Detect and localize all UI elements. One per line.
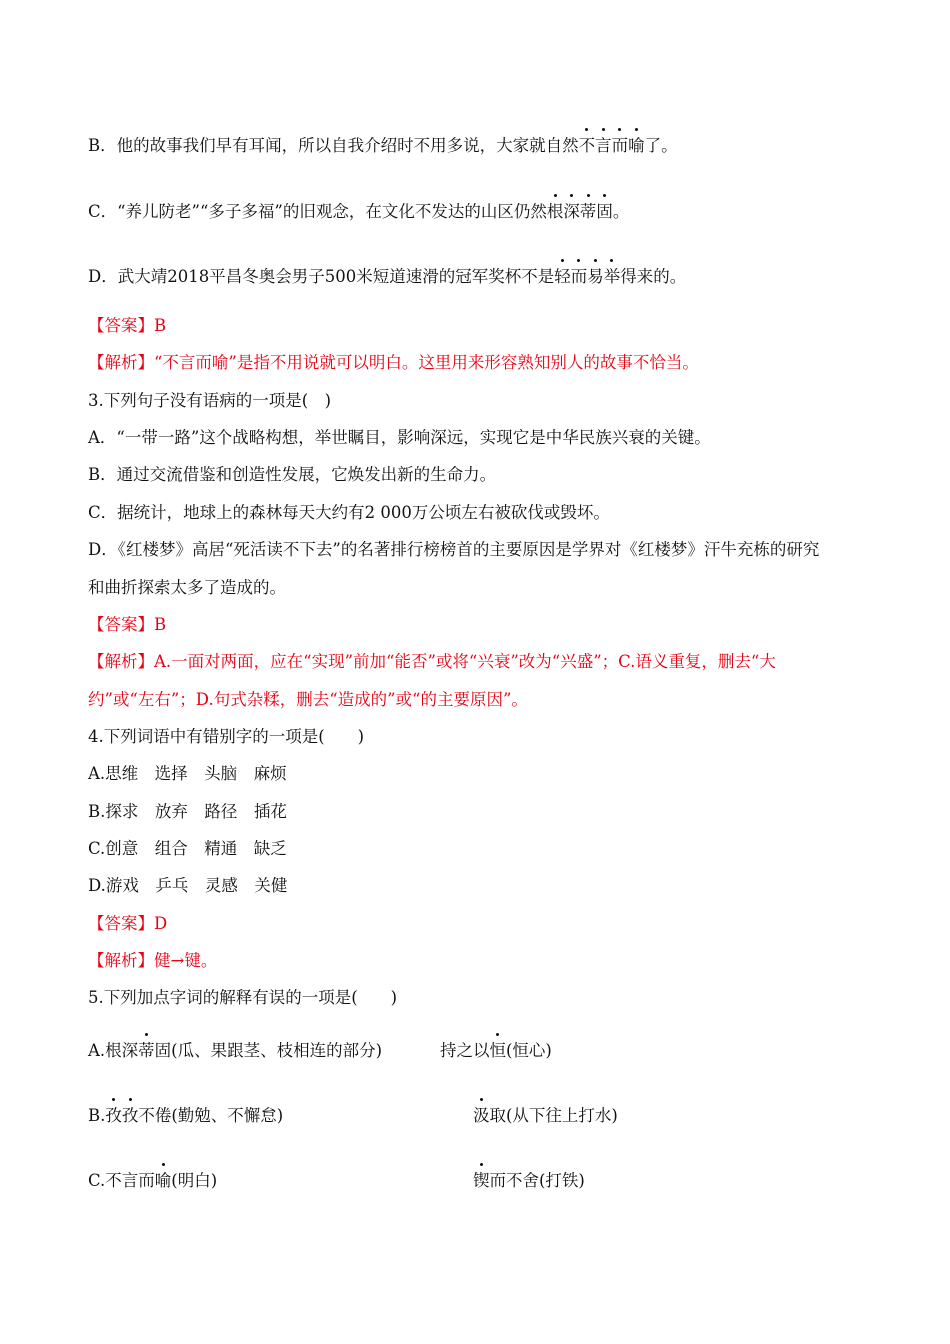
q3-option-c: C．据统计，地球上的森林每天大约有2 000万公顷左右被砍伐或毁坏。 xyxy=(88,503,610,522)
q4-option-d: D.游戏 乒乓 灵感 关健 xyxy=(88,876,288,895)
q4-option-c: C.创意 组合 精通 缺乏 xyxy=(88,839,287,858)
q3-option-d-line1: D．《红楼梦》高居“死活读不下去”的名著排行榜榜首的主要原因是学界对《红楼梦》汗牛充栋的研究 xyxy=(88,540,820,559)
q5-option-a-right-dotted: 恒 xyxy=(489,1041,506,1060)
emphasis-char: 不 xyxy=(578,136,596,155)
q5-option-c-pre: C.不言而 xyxy=(88,1171,155,1190)
q2-option-b-text: B．他的故事我们早有耳闻，所以自我介绍时不用多说，大家就自然 xyxy=(88,136,579,155)
q5-option-a-right xyxy=(440,1040,552,1062)
q5-option-b-dotted xyxy=(105,1106,138,1125)
emphasis-char: 固 xyxy=(596,202,613,221)
q5-option-c-right-dotted: 锲 xyxy=(473,1171,490,1190)
q2-option-d-text: D．武大靖2018平昌冬奥会男子500米短道速滑的冠军奖杯不是 xyxy=(88,267,555,286)
emphasis-char: 喻 xyxy=(628,136,645,155)
q5-option-a-post: 固(瓜、果跟茎、枝相连的部分) xyxy=(154,1041,383,1060)
q5-option-a-right-pre: 持之以 xyxy=(440,1041,490,1060)
q5-option-a-right-post: (恒心) xyxy=(506,1041,552,1060)
emphasis-char: 孜 xyxy=(121,1106,139,1125)
q4-analysis: 【解析】健→键。 xyxy=(88,951,218,970)
q5-option-c-post: (明白) xyxy=(171,1171,218,1190)
q2-option-b xyxy=(88,135,678,157)
q3-analysis-line2: 约”或“左右”；D.句式杂糅，删去“造成的”或“的主要原因”。 xyxy=(88,690,528,709)
q3-question: 3.下列句子没有语病的一项是( ) xyxy=(88,391,332,410)
q2-option-d-end: 得来的。 xyxy=(620,267,687,286)
q5-question: 5.下列加点字词的解释有误的一项是( ) xyxy=(88,988,398,1007)
emphasis-char: 孜 xyxy=(105,1106,122,1125)
q3-analysis-line1: 【解析】A.一面对两面，应在“实现”前加“能否”或将“兴衰”改为“兴盛”；C.语义重复，删去“大 xyxy=(88,652,776,671)
q5-option-b-right xyxy=(473,1105,618,1127)
q2-option-b-dotted xyxy=(579,136,645,155)
q5-option-b-pre: B. xyxy=(88,1106,106,1125)
emphasis-char: 举 xyxy=(603,267,621,286)
emphasis-char: 而 xyxy=(570,267,588,286)
q2-option-d xyxy=(88,266,686,288)
q2-option-c xyxy=(88,201,629,223)
q3-option-b: B．通过交流借鉴和创造性发展，它焕发出新的生命力。 xyxy=(88,465,497,484)
q4-option-a: A.思维 选择 头脑 麻烦 xyxy=(88,764,287,783)
emphasis-char: 根 xyxy=(546,202,564,221)
emphasis-char: 轻 xyxy=(554,267,571,286)
emphasis-char: 言 xyxy=(595,136,612,155)
q2-option-c-text: C．“养儿防老”“多子多福”的旧观念，在文化不发达的山区仍然 xyxy=(88,202,547,221)
q5-option-c-dotted: 喻 xyxy=(154,1171,172,1190)
q5-option-c-right xyxy=(473,1170,585,1192)
q4-option-b: B.探求 放弃 路径 插花 xyxy=(88,802,287,821)
emphasis-char: 而 xyxy=(611,136,629,155)
q3-option-d-line2: 和曲折探索太多了造成的。 xyxy=(88,578,286,597)
q5-option-b-right-dotted: 汲 xyxy=(473,1106,490,1125)
q4-answer: 【答案】D xyxy=(88,914,168,933)
q2-answer: 【答案】B xyxy=(88,316,167,335)
emphasis-char: 深 xyxy=(563,202,580,221)
q5-option-a-pre: A.根深 xyxy=(88,1041,139,1060)
q2-option-d-dotted xyxy=(554,267,620,286)
q2-option-b-end: 了。 xyxy=(644,136,678,155)
q2-analysis: 【解析】“不言而喻”是指不用说就可以明白。这里用来形容熟知别人的故事不恰当。 xyxy=(88,353,699,372)
q2-option-c-end: 。 xyxy=(612,202,630,221)
q5-option-c xyxy=(88,1170,585,1192)
q5-option-b-post: 不倦(勤勉、不懈怠) xyxy=(138,1106,284,1125)
q3-option-a: A．“一带一路”这个战略构想，举世瞩目，影响深远，实现它是中华民族兴衰的关键。 xyxy=(88,428,711,447)
q5-option-a-dotted: 蒂 xyxy=(138,1041,155,1060)
q5-option-c-right-post: 而不舍(打铁) xyxy=(489,1171,585,1190)
q3-answer: 【答案】B xyxy=(88,615,167,634)
q4-question: 4.下列词语中有错别字的一项是( ) xyxy=(88,727,365,746)
q5-option-b xyxy=(88,1105,618,1127)
emphasis-char: 易 xyxy=(587,267,604,286)
emphasis-char: 蒂 xyxy=(579,202,597,221)
q5-option-a xyxy=(88,1040,552,1062)
q2-option-c-dotted xyxy=(547,202,613,221)
q5-option-b-right-post: 取(从下往上打水) xyxy=(489,1106,618,1125)
